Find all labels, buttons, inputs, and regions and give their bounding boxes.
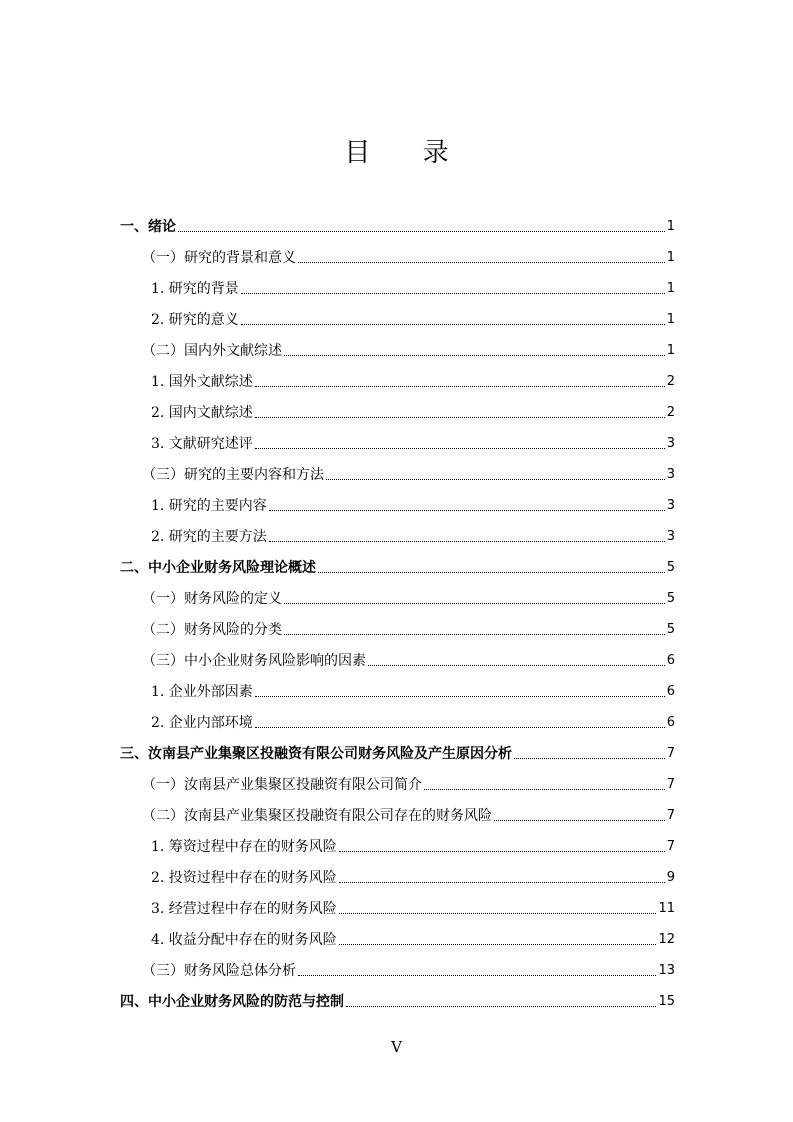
- toc-entry-page: 6: [666, 653, 675, 668]
- toc-entry-text: 2. 研究的主要方法: [151, 529, 267, 545]
- toc-entry[interactable]: [120, 391, 675, 422]
- toc-entry-text: 2. 投资过程中存在的财务风险: [151, 870, 337, 886]
- toc-entry[interactable]: [120, 763, 675, 794]
- toc-entry-page: 2: [666, 405, 675, 420]
- toc-entry[interactable]: [120, 360, 675, 391]
- dot-leader: [255, 726, 665, 728]
- toc-entry-text: 1. 研究的主要内容: [151, 498, 267, 514]
- toc-entry-page: 7: [666, 746, 675, 761]
- toc-entry-text: 三、汝南县产业集聚区投融资有限公司财务风险及产生原因分析: [120, 746, 512, 762]
- toc-entry-page: 3: [666, 498, 675, 513]
- toc-entry-page: 7: [666, 808, 675, 823]
- toc-entry-page: 3: [666, 467, 675, 482]
- toc-entry-text: （二）财务风险的分类: [142, 622, 282, 638]
- dot-leader: [255, 695, 665, 697]
- toc-entry-text: （二）国内外文献综述: [142, 343, 282, 359]
- dot-leader: [494, 819, 665, 821]
- dot-leader: [269, 540, 665, 542]
- toc-entry-page: 15: [658, 994, 675, 1009]
- toc-entry[interactable]: [120, 453, 675, 484]
- toc-entry-text: 4. 收益分配中存在的财务风险: [151, 932, 337, 948]
- toc-entry-page: 7: [666, 839, 675, 854]
- toc-entry[interactable]: [120, 856, 675, 887]
- dot-leader: [368, 664, 665, 666]
- toc-entry[interactable]: [120, 298, 675, 329]
- toc-entry-text: 1. 研究的背景: [151, 281, 239, 297]
- toc-entry-text: （三）中小企业财务风险影响的因素: [142, 653, 366, 669]
- toc-entry-page: 6: [666, 715, 675, 730]
- toc-entry-text: 2. 国内文献综述: [151, 405, 253, 421]
- dot-leader: [339, 881, 665, 883]
- toc-entry-page: 11: [658, 901, 675, 916]
- dot-leader: [255, 447, 665, 449]
- toc-entry-page: 1: [666, 281, 675, 296]
- dot-leader: [346, 1005, 656, 1007]
- toc-entry-page: 9: [666, 870, 675, 885]
- toc-entry-page: 3: [666, 436, 675, 451]
- dot-leader: [269, 509, 665, 511]
- toc-entry-text: （三）研究的主要内容和方法: [142, 467, 324, 483]
- toc-entry[interactable]: [120, 701, 675, 732]
- dot-leader: [514, 757, 665, 759]
- dot-leader: [284, 602, 665, 604]
- toc-entry-text: （二）汝南县产业集聚区投融资有限公司存在的财务风险: [142, 808, 492, 824]
- dot-leader: [298, 261, 665, 263]
- toc-entry[interactable]: [120, 949, 675, 980]
- toc-entry-page: 1: [666, 343, 675, 358]
- toc-entry-text: 2. 研究的意义: [151, 312, 239, 328]
- toc-entry-text: 3. 经营过程中存在的财务风险: [151, 901, 337, 917]
- toc-entry[interactable]: [120, 577, 675, 608]
- toc-entry-text: 1. 筹资过程中存在的财务风险: [151, 839, 337, 855]
- toc-entry[interactable]: [120, 732, 675, 763]
- toc-entry-page: 2: [666, 374, 675, 389]
- toc-entry[interactable]: [120, 267, 675, 298]
- toc-entry[interactable]: [120, 236, 675, 267]
- toc-entry-text: 二、中小企业财务风险理论概述: [120, 560, 316, 576]
- dot-leader: [284, 354, 665, 356]
- toc-entry[interactable]: [120, 670, 675, 701]
- toc-entry-text: 2. 企业内部环境: [151, 715, 253, 731]
- toc-entry-page: 3: [666, 529, 675, 544]
- toc-entry-text: （一）汝南县产业集聚区投融资有限公司简介: [142, 777, 422, 793]
- toc-entry[interactable]: [120, 887, 675, 918]
- toc-entry-page: 5: [666, 622, 675, 637]
- dot-leader: [284, 633, 665, 635]
- toc-entry-text: （三）财务风险总体分析: [142, 963, 296, 979]
- toc-entry[interactable]: [120, 639, 675, 670]
- table-of-contents: [120, 205, 675, 1011]
- page-number: V: [391, 1038, 402, 1056]
- toc-entry-page: 5: [666, 591, 675, 606]
- toc-entry-text: 1. 企业外部因素: [151, 684, 253, 700]
- toc-entry[interactable]: [120, 422, 675, 453]
- toc-entry-page: 12: [658, 932, 675, 947]
- toc-entry-text: 一、绪论: [120, 219, 176, 235]
- dot-leader: [326, 478, 665, 480]
- dot-leader: [298, 974, 656, 976]
- toc-entry-page: 1: [666, 312, 675, 327]
- toc-entry[interactable]: [120, 546, 675, 577]
- toc-entry-page: 13: [658, 963, 675, 978]
- toc-entry-page: 7: [666, 777, 675, 792]
- dot-leader: [339, 912, 657, 914]
- toc-entry-text: 1. 国外文献综述: [151, 374, 253, 390]
- dot-leader: [339, 850, 665, 852]
- toc-entry-page: 6: [666, 684, 675, 699]
- dot-leader: [178, 230, 665, 232]
- toc-entry-page: 1: [666, 219, 675, 234]
- toc-entry-page: 1: [666, 250, 675, 265]
- toc-entry[interactable]: [120, 329, 675, 360]
- toc-entry[interactable]: [120, 205, 675, 236]
- dot-leader: [339, 943, 657, 945]
- dot-leader: [241, 323, 665, 325]
- toc-entry-text: （一）研究的背景和意义: [142, 250, 296, 266]
- toc-entry[interactable]: [120, 484, 675, 515]
- dot-leader: [424, 788, 665, 790]
- page-title: 目 录: [344, 138, 471, 168]
- toc-entry[interactable]: [120, 608, 675, 639]
- toc-entry[interactable]: [120, 918, 675, 949]
- dot-leader: [241, 292, 665, 294]
- toc-entry[interactable]: [120, 794, 675, 825]
- toc-entry[interactable]: [120, 825, 675, 856]
- dot-leader: [255, 385, 665, 387]
- dot-leader: [318, 571, 665, 573]
- dot-leader: [255, 416, 665, 418]
- toc-entry-text: 四、中小企业财务风险的防范与控制: [120, 994, 344, 1010]
- toc-entry[interactable]: [120, 980, 675, 1011]
- toc-entry-text: （一）财务风险的定义: [142, 591, 282, 607]
- toc-entry-page: 5: [666, 560, 675, 575]
- toc-entry-text: 3. 文献研究述评: [151, 436, 253, 452]
- toc-entry[interactable]: [120, 515, 675, 546]
